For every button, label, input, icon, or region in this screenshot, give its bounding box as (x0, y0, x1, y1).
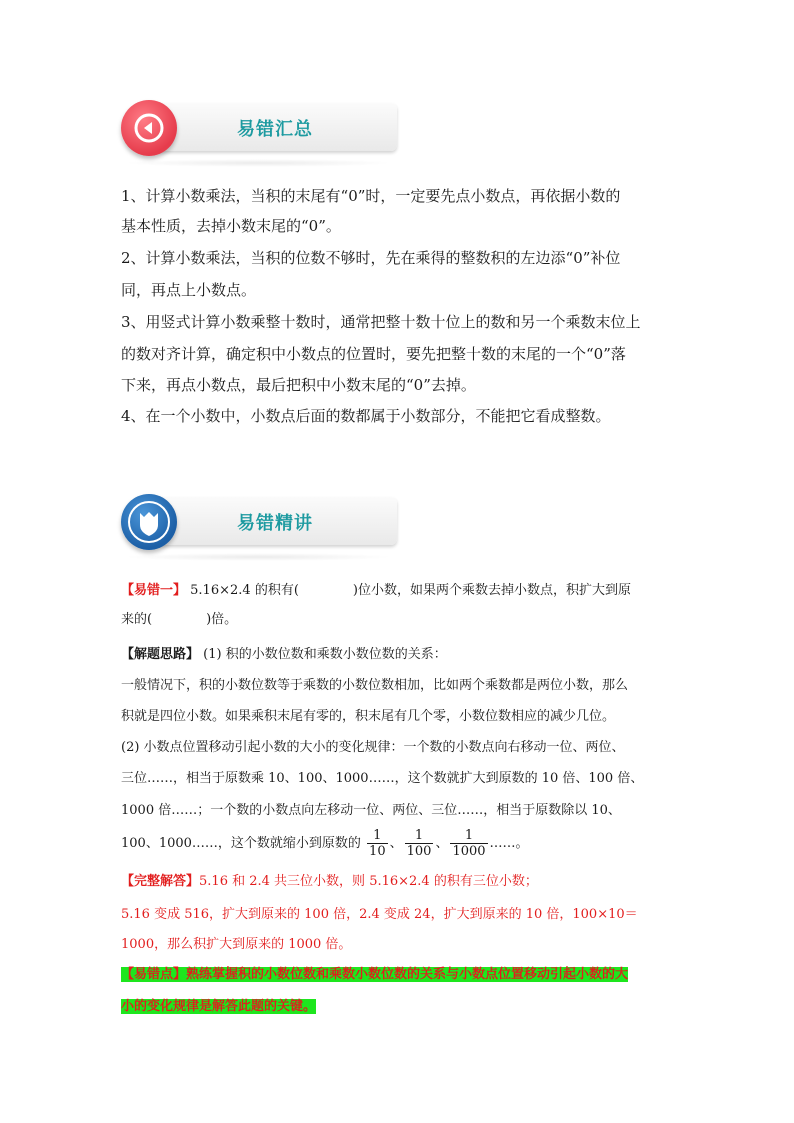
summary-line: 4、在一个小数中，小数点后面的数都属于小数部分，不能把它看成整数。 (121, 407, 611, 425)
separator: 、 (435, 836, 449, 851)
problem-line (121, 611, 681, 629)
answer-text: 的积有三位小数； (433, 874, 538, 889)
summary-line: 基本性质，去掉小数末尾的“0”。 (121, 217, 341, 235)
problem-text: 的积有( (254, 583, 299, 598)
fraction-one-tenth: $\frac{1}{10}$ (369, 828, 386, 859)
summary-line: 1、计算小数乘法，当积的末尾有“0”时，一定要先点小数点，再依据小数的 (121, 187, 621, 205)
problem-text: 来的( (121, 612, 153, 627)
analysis-line: 三位……，相当于原数乘 10、100、1000……，这个数就扩大到原数的 10 倍、100 倍、 (121, 771, 644, 786)
analysis-line (121, 646, 681, 664)
answer-label: 【完整解答】 (121, 874, 200, 889)
separator: 、 (389, 836, 403, 851)
answer-line: 1000，那么积扩大到原来的 1000 倍。 (121, 937, 352, 952)
banner-shadow (123, 553, 393, 561)
section-title: 易错精讲 (237, 513, 313, 534)
section-banner-lecture (121, 497, 397, 547)
summary-line: 的数对齐计算，确定积中小数点的位置时，要先把整十数的末尾的一个“0”落 (121, 345, 626, 363)
summary-line: 2、计算小数乘法，当积的位数不够时，先在乘得的整数积的左边添“0”补位 (121, 249, 621, 267)
analysis-line: 一般情况下，积的小数位数等于乘数的小数位数相加，比如两个乘数都是两位小数，那么 (121, 678, 629, 693)
answer-text: 5.16 和 2.4 共三位小数，则 (199, 874, 366, 889)
problem-line (121, 582, 681, 600)
analysis-line: 1000 倍……；一个数的小数点向左移动一位、两位、三位……，相当于原数除以 10、 (121, 803, 621, 818)
banner-shadow (123, 159, 393, 167)
answer-expression: 5.16×2.4 (369, 874, 430, 889)
keypoint-line (121, 966, 681, 984)
analysis-label: 【解题思路】 (121, 647, 200, 662)
section-title: 易错汇总 (237, 119, 313, 140)
back-arrow-icon (121, 100, 177, 156)
keypoint-text: 小的变化规律是解答此题的关键。 (121, 999, 317, 1014)
analysis-line (121, 828, 681, 859)
summary-line: 下来，再点小数点，最后把积中小数末尾的“0”去掉。 (121, 376, 476, 394)
analysis-tail: ……。 (489, 836, 529, 851)
problem-label: 【易错一】 (121, 583, 187, 598)
shield-icon (121, 494, 177, 550)
analysis-text: (1) 积的小数位数和乘数小数位数的关系： (203, 647, 447, 662)
analysis-text: 100、1000……，这个数就缩小到原数的 (121, 836, 361, 851)
keypoint-text: 【易错点】熟练掌握积的小数位数和乘数小数位数的关系与小数点位置移动引起小数的大 (121, 967, 629, 982)
answer-line: 5.16 变成 516，扩大到原来的 100 倍，2.4 变成 24，扩大到原来的 10 倍，100×10＝ (121, 907, 638, 922)
problem-text: )倍。 (206, 612, 238, 627)
problem-text: )位小数，如果两个乘数去掉小数点，积扩大到原 (352, 583, 631, 598)
section-banner-summary (121, 103, 397, 153)
fraction-one-thousandth: $\frac{1}{1000}$ (452, 828, 486, 859)
summary-line: 3、用竖式计算小数乘整十数时，通常把整十数十位上的数和另一个乘数末位上 (121, 313, 641, 331)
red-circle-badge (121, 100, 177, 156)
analysis-line: 积就是四位小数。如果乘积末尾有零的，积末尾有几个零，小数位数相应的减少几位。 (121, 709, 616, 724)
answer-line (121, 873, 681, 891)
blue-circle-badge (121, 494, 177, 550)
fraction-one-hundredth: $\frac{1}{100}$ (406, 828, 432, 859)
keypoint-line (121, 998, 681, 1016)
summary-line: 同，再点上小数点。 (121, 281, 257, 299)
problem-expression: 5.16×2.4 (190, 583, 251, 598)
analysis-line: (2) 小数点位置移动引起小数的大小的变化规律：一个数的小数点向右移动一位、两位、 (121, 740, 625, 755)
